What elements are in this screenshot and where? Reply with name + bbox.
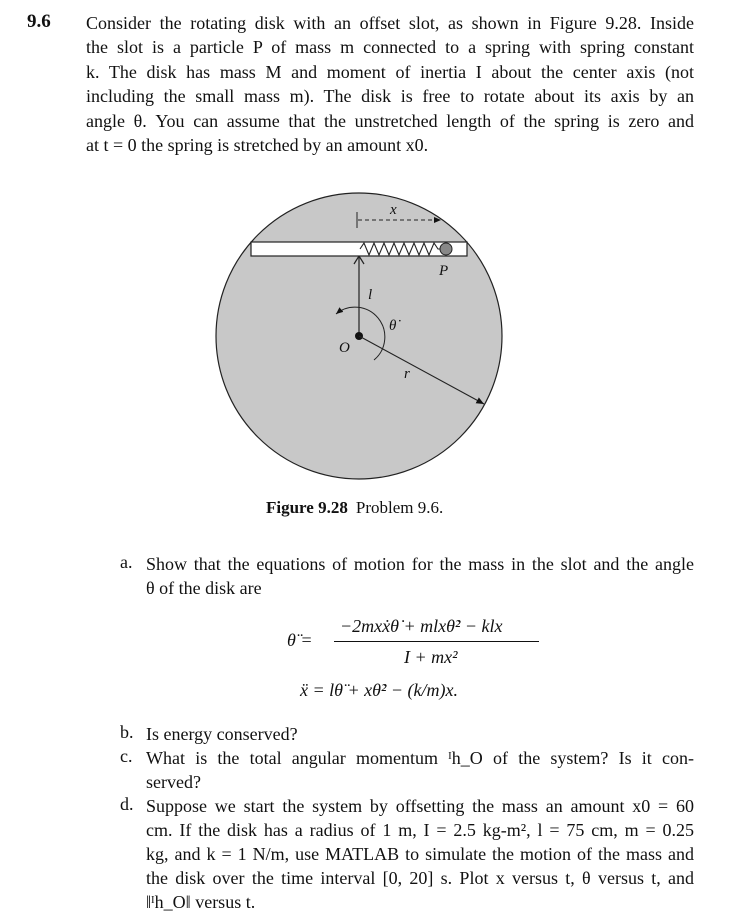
part-d-line-4: the disk over the time interval [0, 20] s. Plot x versus t, θ versus t, and [146,868,694,888]
label-l: l [368,287,373,303]
problem-number: 9.6 [27,11,51,32]
intro-line-4: including the small mass m). The disk is free to rotate about its axis by an [86,86,694,107]
part-a-line-1: Show that the equations of motion for the mass in the slot and the angle [146,554,694,574]
figure-caption [266,498,443,518]
intro-line-3: k. The disk has mass M and moment of inertia I about the center axis (not [86,61,694,82]
label-r: r [404,366,410,382]
intro-line-1: Consider the rotating disk with an offset slot, as shown in Figure 9.28. Inside [86,13,694,33]
particle-P [440,243,452,255]
equation-1-denominator: I + mx² [404,647,458,667]
label-O: O [339,340,350,356]
intro-line-5: angle θ. You can assume that the unstretched length of the spring is zero and [86,110,694,131]
part-d-line-5: ‖ᴵh_O‖ versus t. [146,892,256,912]
part-d-line-3: kg, and k = 1 N/m, use MATLAB to simulate the motion of the mass and [146,844,694,864]
part-c-line-1: What is the total angular momentum ᴵh_O of the system? Is it con- [146,748,694,768]
label-x: x [390,202,397,218]
part-c-label: c. [120,746,133,766]
part-d-label: d. [120,794,134,814]
intro-line-2: the slot is a particle P of mass m connected to a spring with spring constant [86,37,694,58]
part-d-line-1: Suppose we start the system by offsetting the mass an amount x0 = 60 [146,796,694,816]
part-d-line-2: cm. If the disk has a radius of 1 m, I = 2.5 kg-m², l = 75 cm, m = 0.25 [146,820,694,840]
equation-1-fraction-bar [334,641,539,642]
intro-line-6: at t = 0 the spring is stretched by an amount x0. [86,134,429,155]
equation-1-numerator: −2mxẋθ̇ + mlxθ̇² − klx [340,616,503,636]
figure-caption-label: Figure 9.28 [266,498,348,517]
part-c-line-2: served? [146,772,201,792]
label-theta-dot: θ̇ [389,318,397,334]
label-P: P [439,263,449,279]
part-b-line-1: Is energy conserved? [146,724,298,744]
part-a-line-2: θ of the disk are [146,578,262,598]
equation-1-lhs: θ̈ = [287,630,313,650]
part-b-label: b. [120,722,134,742]
equation-2: ẍ = lθ̈ + xθ̇² − (k/m)x. [300,680,458,700]
figure-caption-text: Problem 9.6. [355,498,444,517]
part-a-label: a. [120,552,133,572]
